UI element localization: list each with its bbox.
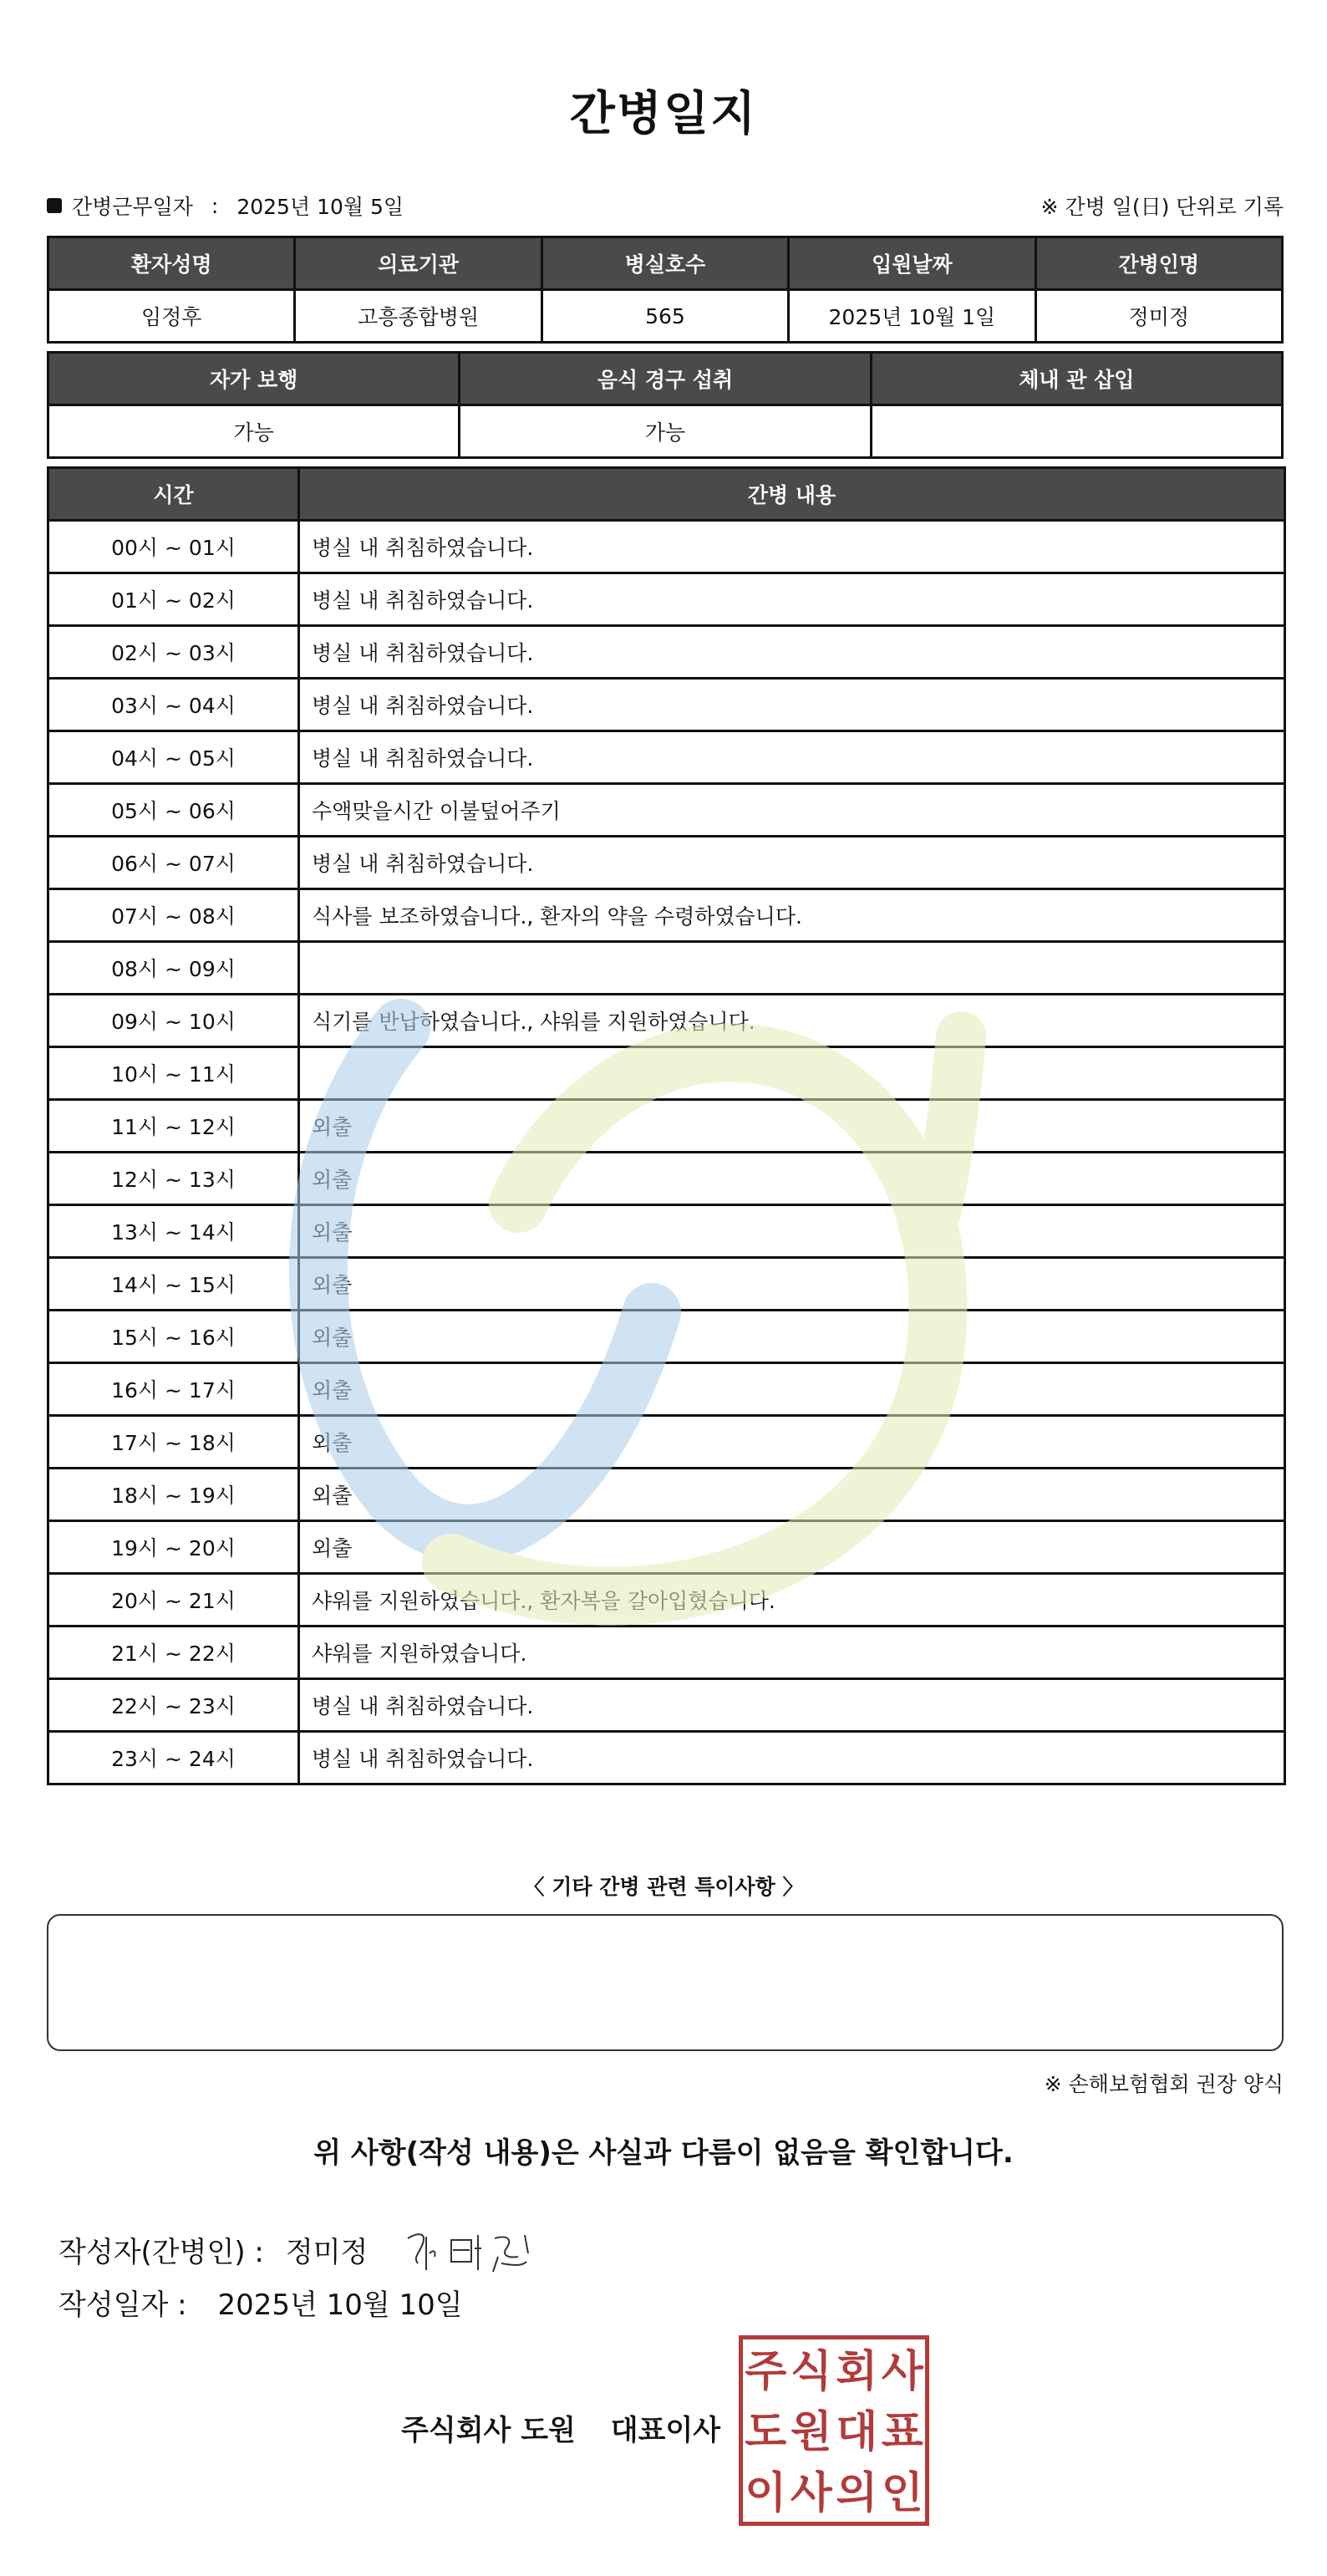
patient-status-value-row [48,405,1283,458]
patient-info-value-row [48,290,1283,343]
care-log-row [48,995,1285,1047]
seal-graphic [743,2339,925,2522]
confirmation-statement: 위 사항(작성 내용)은 사실과 다름이 없음을 확인합니다. [313,2136,1014,2170]
care-log-time: 13시 ~ 14시 [48,1205,299,1258]
seal-character: 의 [836,2467,878,2518]
seal-character: 인 [881,2467,923,2518]
company-name: 주식회사 도원 [401,2414,576,2447]
care-log-row [48,1521,1285,1574]
etc-notes-box [47,1914,1284,2051]
company-seal-stamp [739,2335,929,2526]
care-log-row [48,1574,1285,1627]
care-log-content: 외출 [299,1153,1285,1205]
writer-row [58,2220,543,2278]
company-ceo-title: 대표이사 [610,2414,721,2447]
care-log-content: 외출 [299,1469,1285,1521]
care-log-time: 02시 ~ 03시 [48,626,299,679]
meta-row [47,191,1284,224]
care-log-row [48,1311,1285,1363]
seal-character: 도 [745,2407,787,2458]
care-log-time: 15시 ~ 16시 [48,1311,299,1363]
recommend-form-note: ※ 손해보험협회 권장 양식 [1044,2072,1284,2096]
seal-character: 원 [790,2407,832,2458]
handwritten-signature [401,2220,543,2278]
care-log-content: 병실 내 취침하였습니다. [299,1679,1285,1732]
care-log-content: 병실 내 취침하였습니다. [299,679,1285,731]
square-bullet-icon [47,198,62,213]
written-date-label: 작성일자 : [58,2288,187,2322]
care-log-row [48,679,1285,731]
care-log-content: 외출 [299,1363,1285,1416]
care-log-time: 21시 ~ 22시 [48,1627,299,1679]
header-care-content: 간병 내용 [299,468,1285,521]
hospital-value: 고흥종합병원 [295,290,541,343]
care-log-content: 외출 [299,1258,1285,1311]
care-log-time: 10시 ~ 11시 [48,1047,299,1100]
oral-intake-value: 가능 [460,405,871,458]
patient-info-header-row [48,237,1283,290]
care-log-row [48,521,1285,573]
care-log-row [48,573,1285,626]
care-log-row [48,1679,1285,1732]
company-signature-line [401,2407,720,2448]
care-log-time: 11시 ~ 12시 [48,1100,299,1153]
header-admission-date: 입원날짜 [789,237,1035,290]
care-log-row [48,1153,1285,1205]
header-caregiver-name: 간병인명 [1035,237,1282,290]
seal-character: 이 [745,2467,787,2518]
care-log-row [48,1416,1285,1469]
work-date-value: 2025년 10월 5일 [236,195,404,219]
work-date-label: 간병근무일자 [72,195,193,219]
header-room-number: 병실호수 [541,237,788,290]
care-log-row [48,784,1285,837]
care-log-table [47,466,1286,1785]
care-log-header-row [48,468,1285,521]
admission-date-value: 2025년 10월 1일 [789,290,1035,343]
care-log-row [48,1100,1285,1153]
care-log-content: 식사를 보조하였습니다., 환자의 약을 수령하였습니다. [299,889,1285,942]
writer-name: 정미정 [285,2235,369,2269]
caregiver-name-value: 정미정 [1035,290,1282,343]
header-self-walking: 자가 보행 [48,353,460,405]
care-log-time: 18시 ~ 19시 [48,1469,299,1521]
care-log-time: 17시 ~ 18시 [48,1416,299,1469]
care-log-time: 08시 ~ 09시 [48,942,299,995]
care-log-time: 23시 ~ 24시 [48,1732,299,1784]
care-log-row [48,1258,1285,1311]
care-log-time: 05시 ~ 06시 [48,784,299,837]
record-unit-note: ※ 간병 일(日) 단위로 기록 [1040,195,1284,219]
patient-info-table [47,236,1284,344]
care-log-content: 외출 [299,1311,1285,1363]
seal-character: 표 [881,2407,923,2458]
care-log-content: 외출 [299,1521,1285,1574]
care-log-row [48,1627,1285,1679]
care-log-content: 수액맞을시간 이불덮어주기 [299,784,1285,837]
care-log-content: 병실 내 취침하였습니다. [299,837,1285,889]
care-log-time: 16시 ~ 17시 [48,1363,299,1416]
care-log-body [48,521,1285,1784]
care-log-content: 식기를 반납하였습니다., 샤워를 지원하였습니다. [299,995,1285,1047]
care-log-content: 병실 내 취침하였습니다. [299,1732,1285,1784]
work-date-info [47,191,404,221]
seal-character: 식 [790,2346,832,2397]
care-log-time: 01시 ~ 02시 [48,573,299,626]
care-log-content [299,1047,1285,1100]
care-log-time: 00시 ~ 01시 [48,521,299,573]
care-log-content [299,942,1285,995]
writer-label: 작성자(간병인) : [58,2235,264,2269]
seal-character: 사 [881,2346,923,2397]
care-log-time: 09시 ~ 10시 [48,995,299,1047]
care-log-row [48,1732,1285,1784]
care-log-content: 병실 내 취침하였습니다. [299,731,1285,784]
patient-status-table [47,351,1284,459]
care-log-row [48,1205,1285,1258]
self-walking-value: 가능 [48,405,460,458]
header-oral-intake: 음식 경구 섭취 [460,353,871,405]
patient-name-value: 임정후 [48,290,295,343]
care-log-row [48,1469,1285,1521]
tube-insertion-value [871,405,1282,458]
care-log-row [48,731,1285,784]
care-log-content: 병실 내 취침하였습니다. [299,521,1285,573]
header-time: 시간 [48,468,299,521]
care-log-time: 04시 ~ 05시 [48,731,299,784]
care-log-time: 06시 ~ 07시 [48,837,299,889]
care-log-content: 병실 내 취침하였습니다. [299,573,1285,626]
etc-notes-title: 〈 기타 간병 관련 특이사항 〉 [523,1875,804,1899]
care-log-row [48,837,1285,889]
seal-character: 대 [836,2407,878,2458]
care-log-row [48,1047,1285,1100]
seal-character: 회 [836,2346,878,2397]
care-log-row [48,942,1285,995]
care-log-content: 샤워를 지원하였습니다., 환자복을 갈아입혔습니다. [299,1574,1285,1627]
care-log-time: 07시 ~ 08시 [48,889,299,942]
written-date-value: 2025년 10월 10일 [217,2288,463,2322]
room-number-value: 565 [541,290,788,343]
care-log-row [48,889,1285,942]
work-date-colon: : [211,193,219,218]
care-log-content: 외출 [299,1205,1285,1258]
care-log-content: 샤워를 지원하였습니다. [299,1627,1285,1679]
care-log-row [48,626,1285,679]
care-log-row [48,1363,1285,1416]
care-log-content: 병실 내 취침하였습니다. [299,626,1285,679]
care-log-time: 03시 ~ 04시 [48,679,299,731]
care-log-time: 12시 ~ 13시 [48,1153,299,1205]
header-patient-name: 환자성명 [48,237,295,290]
care-log-time: 22시 ~ 23시 [48,1679,299,1732]
header-tube-insertion: 체내 관 삽입 [871,353,1282,405]
care-log-content: 외출 [299,1100,1285,1153]
seal-character: 주 [745,2346,787,2397]
care-log-time: 14시 ~ 15시 [48,1258,299,1311]
page-title: 간병일지 [569,87,758,141]
care-log-content: 외출 [299,1416,1285,1469]
patient-status-header-row [48,353,1283,405]
header-hospital: 의료기관 [295,237,541,290]
care-log-time: 20시 ~ 21시 [48,1574,299,1627]
written-date-row [58,2282,463,2323]
seal-character: 사 [790,2467,832,2518]
care-log-time: 19시 ~ 20시 [48,1521,299,1574]
